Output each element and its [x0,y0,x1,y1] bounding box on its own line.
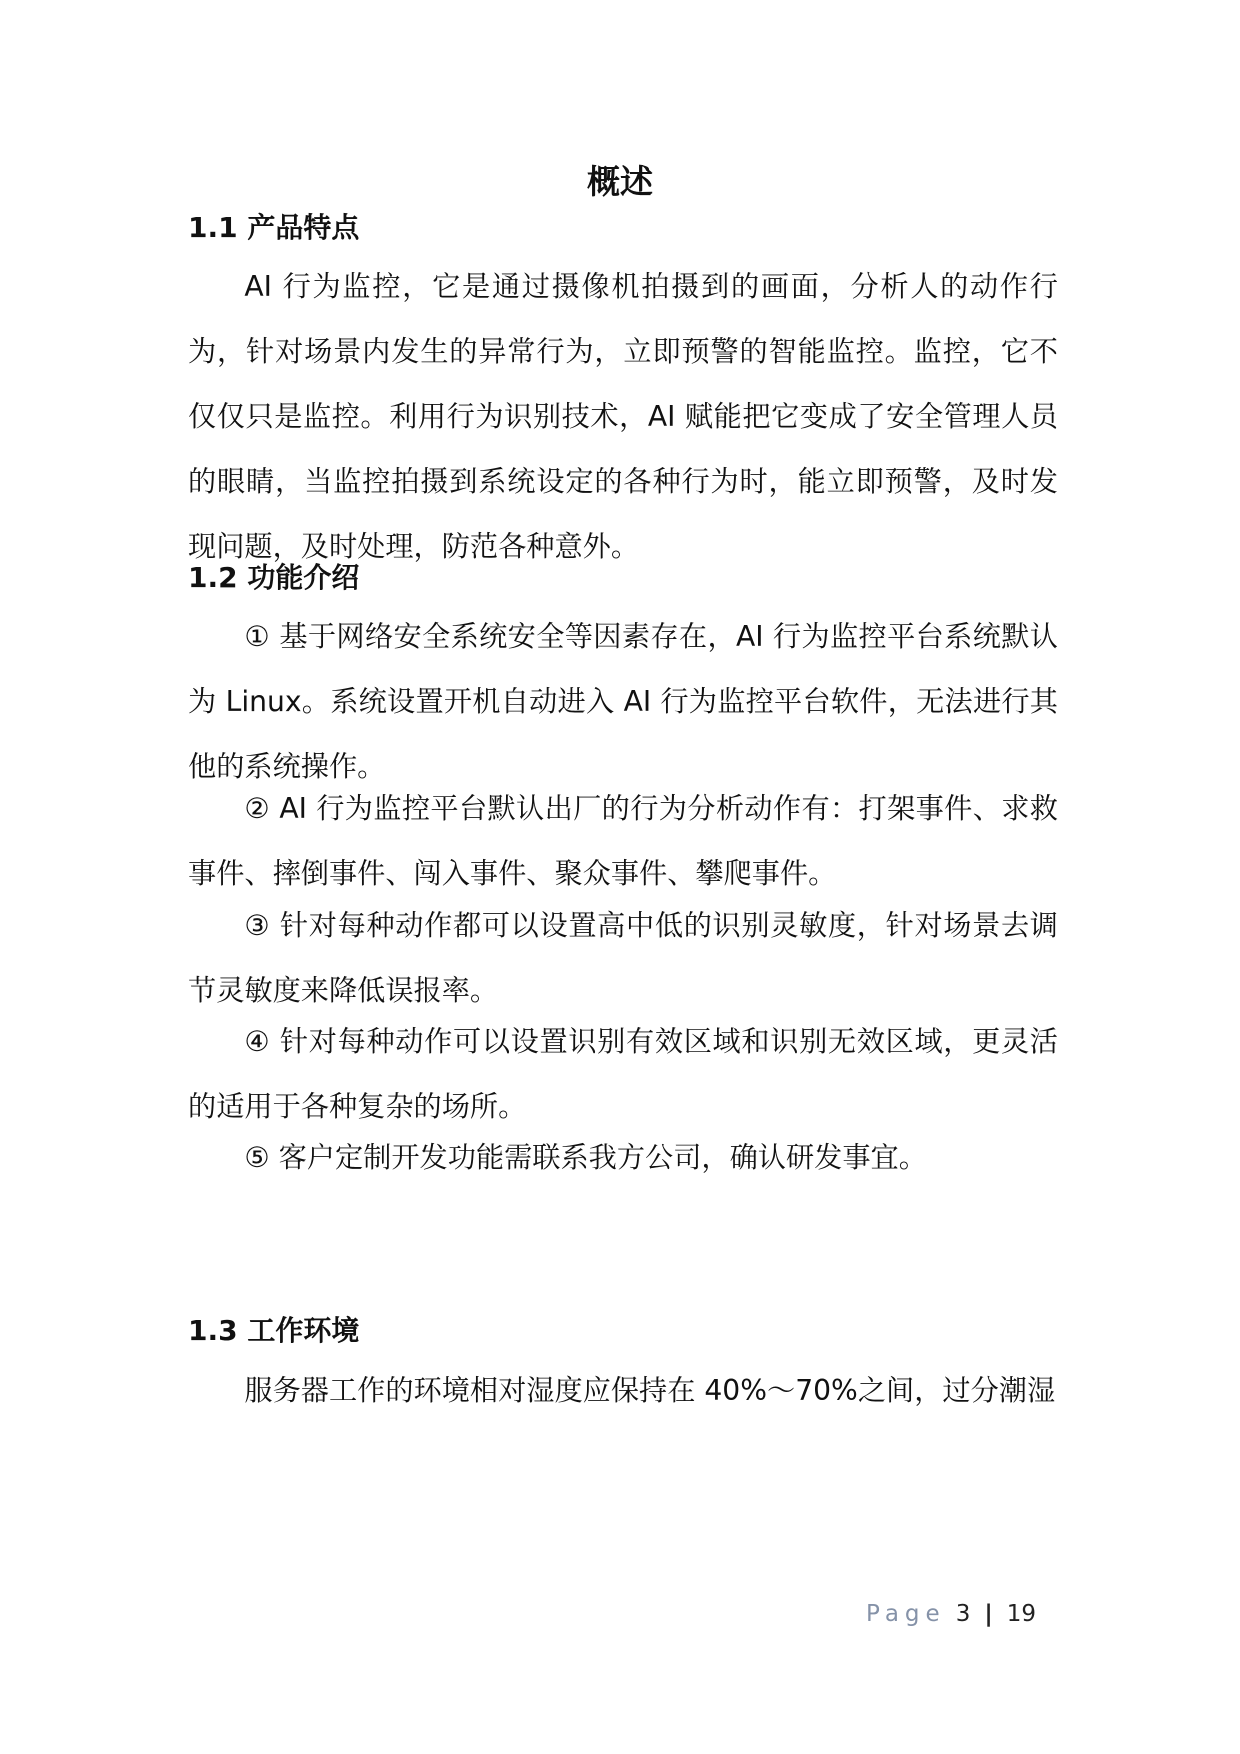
paragraph-feature-4: ④ 针对每种动作可以设置识别有效区域和识别无效区域，更灵活的适用于各种复杂的场所。 [188,1025,1058,1123]
page-label: Page [866,1601,946,1627]
page-title: 概述 [587,162,653,201]
paragraph-feature-3: ③ 针对每种动作都可以设置高中低的识别灵敏度，针对场景去调节灵敏度来降低误报率。 [188,909,1058,1007]
section-heading-1-2: 1.2 功能介绍 [188,561,360,594]
paragraph-feature-2: ② AI 行为监控平台默认出厂的行为分析动作有：打架事件、求救事件、摔倒事件、闯入事件、聚众事件、攀爬事件。 [188,792,1058,890]
paragraph-feature-1: ① 基于网络安全系统安全等因素存在，AI 行为监控平台系统默认为 Linux。系统设置开机自动进入 AI 行为监控平台软件，无法进行其他的系统操作。 [188,620,1058,783]
page-total: 19 [1006,1601,1037,1627]
page-number: 3 [955,1601,971,1627]
page-separator: | [984,1601,993,1627]
paragraph-working-environment: 服务器工作的环境相对湿度应保持在 40%～70%之间，过分潮湿 [244,1374,1056,1407]
paragraph-product-features: AI 行为监控，它是通过摄像机拍摄到的画面，分析人的动作行为，针对场景内发生的异常行为，立即预警的智能监控。监控，它不仅仅只是监控。利用行为识别技术，AI 赋能把它变成了安全管理人员的眼睛，当监控拍摄到系统设定的各种行为时，能立即预警，及时发现问题，及时处理，防范各种意外。 [188,270,1058,563]
section-heading-1-3: 1.3 工作环境 [188,1314,360,1347]
page-footer [866,1598,1036,1630]
paragraph-feature-5: ⑤ 客户定制开发功能需联系我方公司，确认研发事宜。 [244,1141,927,1174]
section-heading-1-1: 1.1 产品特点 [188,211,360,244]
